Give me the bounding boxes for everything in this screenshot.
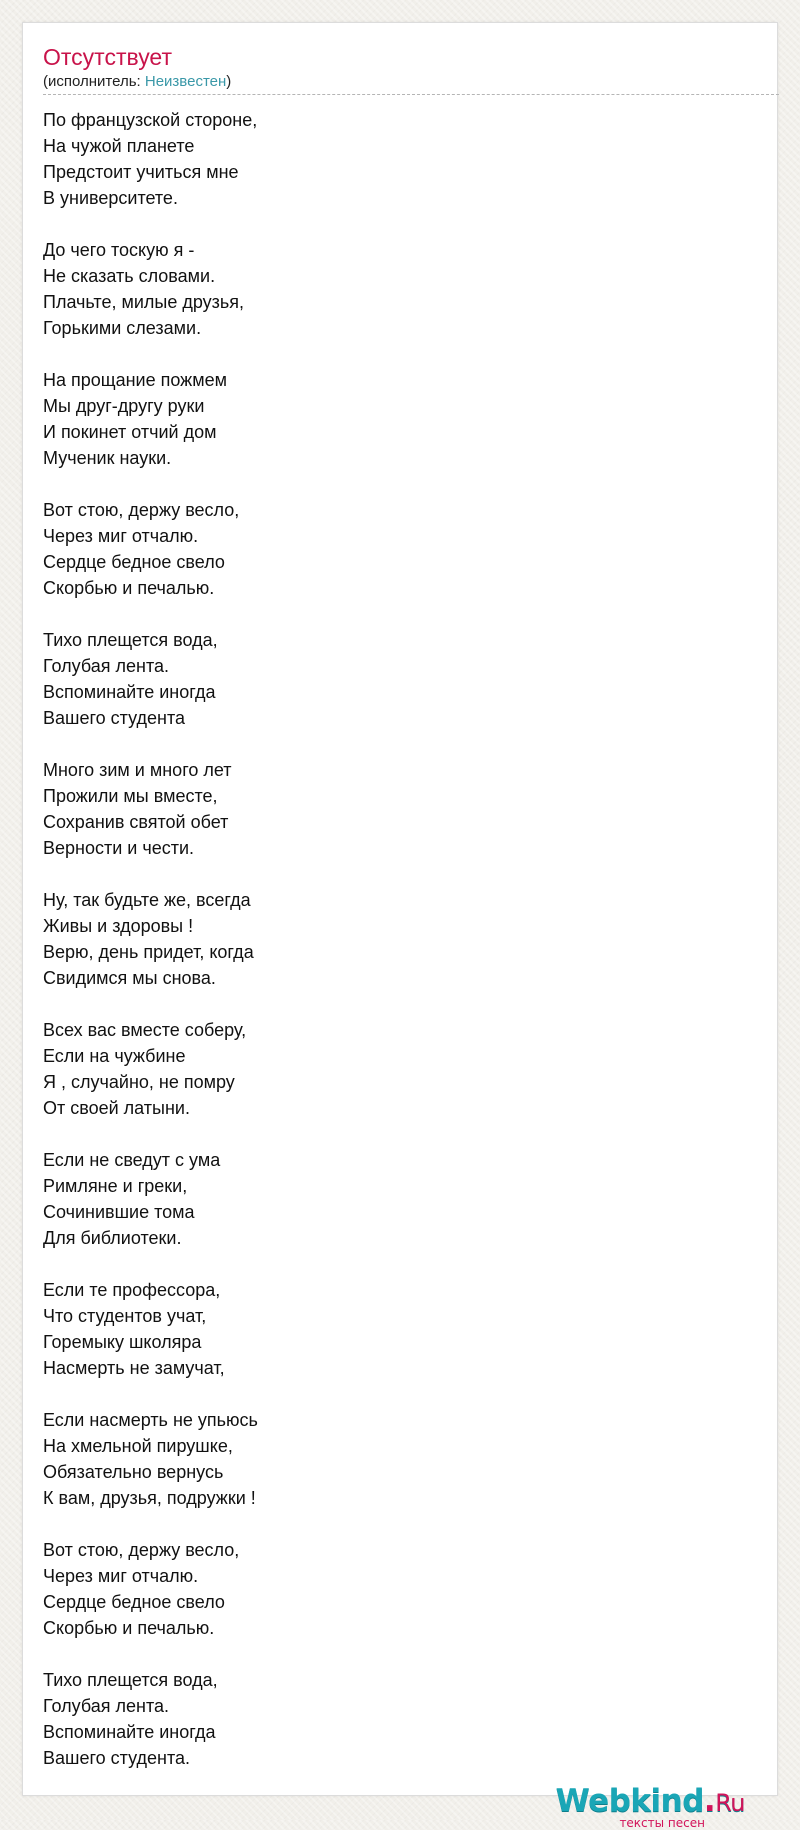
lyric-line: Прожили мы вместе, — [43, 786, 218, 806]
lyric-line: Не сказать словами. — [43, 266, 216, 286]
artist-link[interactable]: Неизвестен — [144, 73, 227, 90]
lyric-stanza — [43, 1407, 743, 1511]
lyric-stanza — [43, 1537, 743, 1641]
lyric-line: Я , случайно, не помру — [43, 1072, 235, 1092]
lyric-line: Всех вас вместе соберу, — [43, 1020, 247, 1040]
lyric-line: Плачьте, милые друзья, — [43, 292, 245, 312]
lyric-line: До чего тоскую я - — [43, 240, 195, 260]
lyric-line: Скорбью и печалью. — [43, 578, 215, 598]
lyric-stanza — [43, 237, 743, 341]
lyric-line: Свидимся мы снова. — [43, 968, 216, 988]
lyric-line: Для библиотеки. — [43, 1228, 182, 1248]
lyric-line: К вам, друзья, подружки ! — [43, 1488, 256, 1508]
lyric-line: Тихо плещется вода, — [43, 1670, 218, 1690]
lyric-line: Предстоит учиться мне — [43, 162, 239, 182]
lyric-line: На хмельной пирушке, — [43, 1436, 233, 1456]
lyric-line: Через миг отчалю. — [43, 526, 199, 546]
lyric-line: Если те профессора, — [43, 1280, 221, 1300]
lyric-stanza — [43, 627, 743, 731]
lyric-line: В университете. — [43, 188, 178, 208]
lyric-line: Вспоминайте иногда — [43, 682, 216, 702]
lyric-stanza — [43, 887, 743, 991]
lyrics-card — [22, 22, 778, 1830]
lyric-line: Римляне и греки, — [43, 1176, 188, 1196]
lyric-stanza — [43, 497, 743, 601]
watermark-logo — [556, 1785, 745, 1819]
lyric-line: На чужой планете — [43, 136, 195, 156]
lyric-line: От своей латыни. — [43, 1098, 190, 1118]
lyric-line: Сердце бедное свело — [43, 552, 225, 572]
lyric-stanza — [43, 1667, 743, 1771]
lyric-stanza — [43, 1277, 743, 1381]
lyric-stanza — [43, 757, 743, 861]
lyric-line: Верности и чести. — [43, 838, 195, 858]
lyric-line: Мы друг-другу руки — [43, 396, 205, 416]
lyric-line: Скорбью и печалью. — [43, 1618, 215, 1638]
lyric-line: Тихо плещется вода, — [43, 630, 218, 650]
lyric-line: Много зим и много лет — [43, 760, 232, 780]
watermark-tagline: тексты песен — [619, 1816, 705, 1830]
lyric-line: Если насмерть не упьюсь — [43, 1410, 258, 1430]
lyric-line: Насмерть не замучат, — [43, 1358, 225, 1378]
lyric-line: Обязательно вернусь — [43, 1462, 224, 1482]
lyric-line: Верю, день придет, когда — [43, 942, 254, 962]
lyric-line: На прощание пожмем — [43, 370, 227, 390]
lyric-stanza — [43, 1017, 743, 1121]
lyric-line: Голубая лента. — [43, 656, 170, 676]
site-watermark — [556, 1785, 745, 1829]
lyric-stanza — [43, 107, 743, 211]
lyric-line: Ну, так будьте же, всегда — [43, 890, 251, 910]
lyric-line: Вот стою, держу весло, — [43, 500, 240, 520]
lyric-line: Живы и здоровы ! — [43, 916, 194, 936]
lyric-line: Сохранив святой обет — [43, 812, 229, 832]
artist-suffix: ) — [226, 73, 232, 90]
lyric-line: Через миг отчалю. — [43, 1566, 199, 1586]
lyric-line: Горькими слезами. — [43, 318, 202, 338]
lyric-line: Если не сведут с ума — [43, 1150, 221, 1170]
lyric-line: Сердце бедное свело — [43, 1592, 225, 1612]
lyric-line: Что студентов учат, — [43, 1306, 207, 1326]
lyric-line: Голубая лента. — [43, 1696, 170, 1716]
artist-line — [43, 73, 231, 91]
lyrics-body — [43, 107, 743, 1797]
title-divider — [43, 94, 779, 95]
lyric-stanza — [43, 1147, 743, 1251]
lyric-line: Мученик науки. — [43, 448, 172, 468]
lyric-line: Вашего студента — [43, 708, 186, 728]
lyric-line: Сочинившие тома — [43, 1202, 195, 1222]
lyric-line: Вашего студента. — [43, 1748, 191, 1768]
lyric-line: Горемыку школяра — [43, 1332, 202, 1352]
lyric-line: И покинет отчий дом — [43, 422, 217, 442]
lyric-line: Вот стою, держу весло, — [43, 1540, 240, 1560]
watermark-tld: Ru — [715, 1789, 745, 1817]
lyric-line: По французской стороне, — [43, 110, 258, 130]
lyric-stanza — [43, 367, 743, 471]
song-title: Отсутствует — [43, 44, 172, 70]
watermark-brand: Webkind — [555, 1783, 704, 1819]
lyric-line: Если на чужбине — [43, 1046, 186, 1066]
watermark-dot: . — [703, 1783, 716, 1819]
artist-prefix: (исполнитель: — [43, 73, 145, 90]
lyric-line: Вспоминайте иногда — [43, 1722, 216, 1742]
